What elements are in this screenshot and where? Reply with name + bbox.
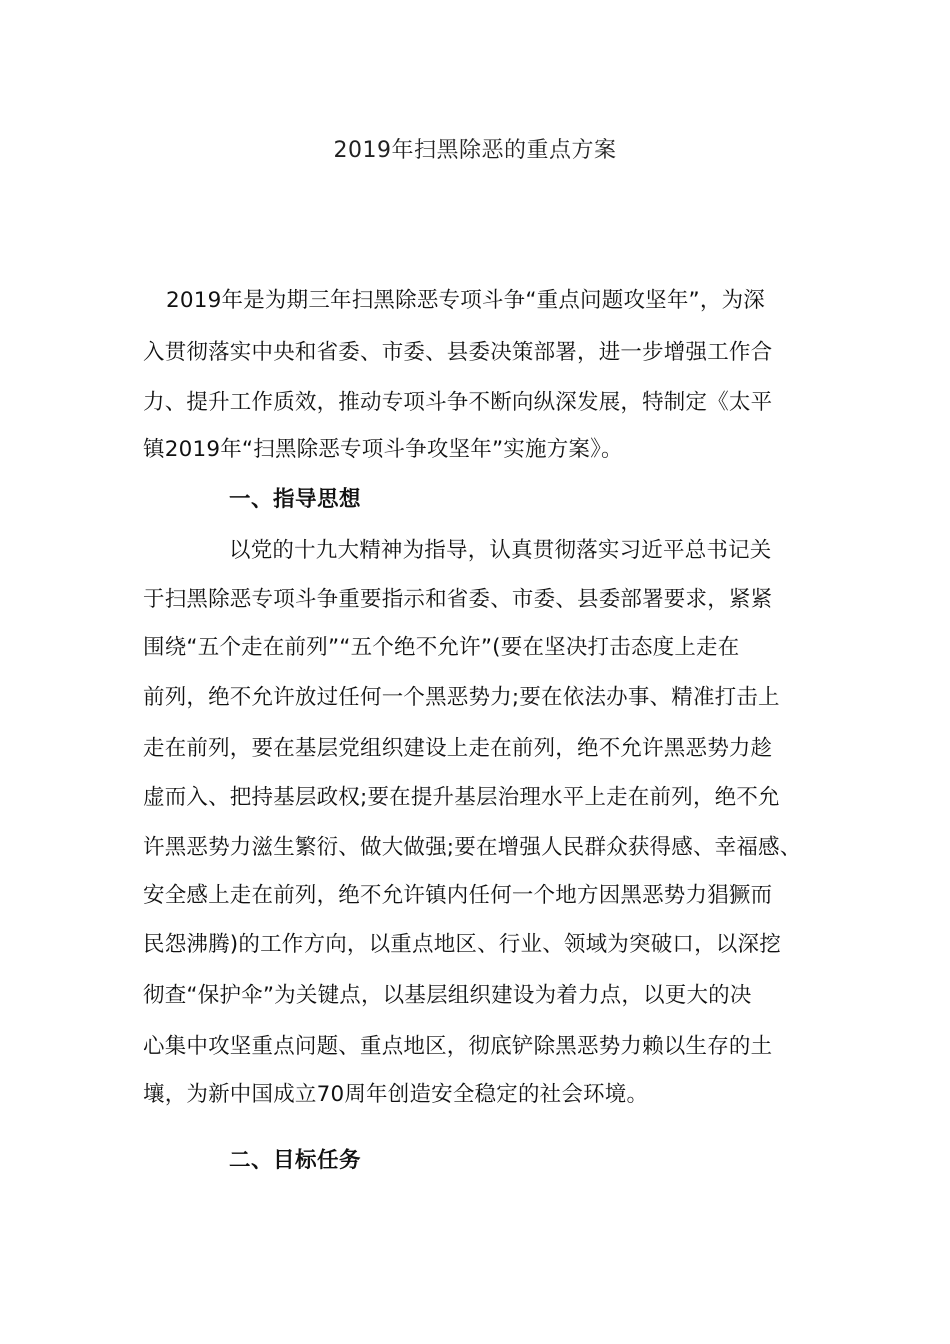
section1-line-3: 围绕“五个走在前列”“五个绝不允许”(要在坚决打击态度上走在: [143, 635, 740, 660]
section1-line-12: 壤，为新中国成立70周年创造安全稳定的社会环境。: [143, 1082, 649, 1107]
section-heading-2: 二、目标任务: [229, 1148, 362, 1173]
section1-line-7: 许黑恶势力滋生繁衍、做大做强;要在增强人民群众获得感、幸福感、: [143, 835, 802, 860]
intro-line-2: 入贯彻落实中央和省委、市委、县委决策部署，进一步增强工作合: [143, 340, 773, 365]
section1-line-8: 安全感上走在前列，绝不允许镇内任何一个地方因黑恶势力猖獗而: [143, 883, 773, 908]
intro-line-3: 力、提升工作质效，推动专项斗争不断向纵深发展，特制定《太平: [143, 390, 773, 415]
section1-line-10: 彻查“保护伞”为关键点，以基层组织建设为着力点，以更大的决: [143, 983, 752, 1008]
section1-line-4: 前列，绝不允许放过任何一个黑恶势力;要在依法办事、精准打击上: [143, 685, 780, 710]
section1-line-9: 民怨沸腾)的工作方向，以重点地区、行业、领域为突破口，以深挖: [143, 932, 781, 957]
section1-line-2: 于扫黑除恶专项斗争重要指示和省委、市委、县委部署要求，紧紧: [143, 587, 773, 612]
section1-line-11: 心集中攻坚重点问题、重点地区，彻底铲除黑恶势力赖以生存的土: [143, 1034, 773, 1059]
intro-line-1: 2019年是为期三年扫黑除恶专项斗争“重点问题攻坚年”，为深: [166, 288, 765, 313]
section1-line-1: 以党的十九大精神为指导，认真贯彻落实习近平总书记关: [229, 538, 772, 563]
section-heading-1: 一、指导思想: [229, 487, 362, 512]
section1-line-6: 虚而入、把持基层政权;要在提升基层治理水平上走在前列，绝不允: [143, 785, 780, 810]
intro-line-4: 镇2019年“扫黑除恶专项斗争攻坚年”实施方案》。: [143, 437, 623, 462]
section1-line-5: 走在前列，要在基层党组织建设上走在前列，绝不允许黑恶势力趁: [143, 736, 773, 761]
document-title: 2019年扫黑除恶的重点方案: [333, 138, 617, 163]
